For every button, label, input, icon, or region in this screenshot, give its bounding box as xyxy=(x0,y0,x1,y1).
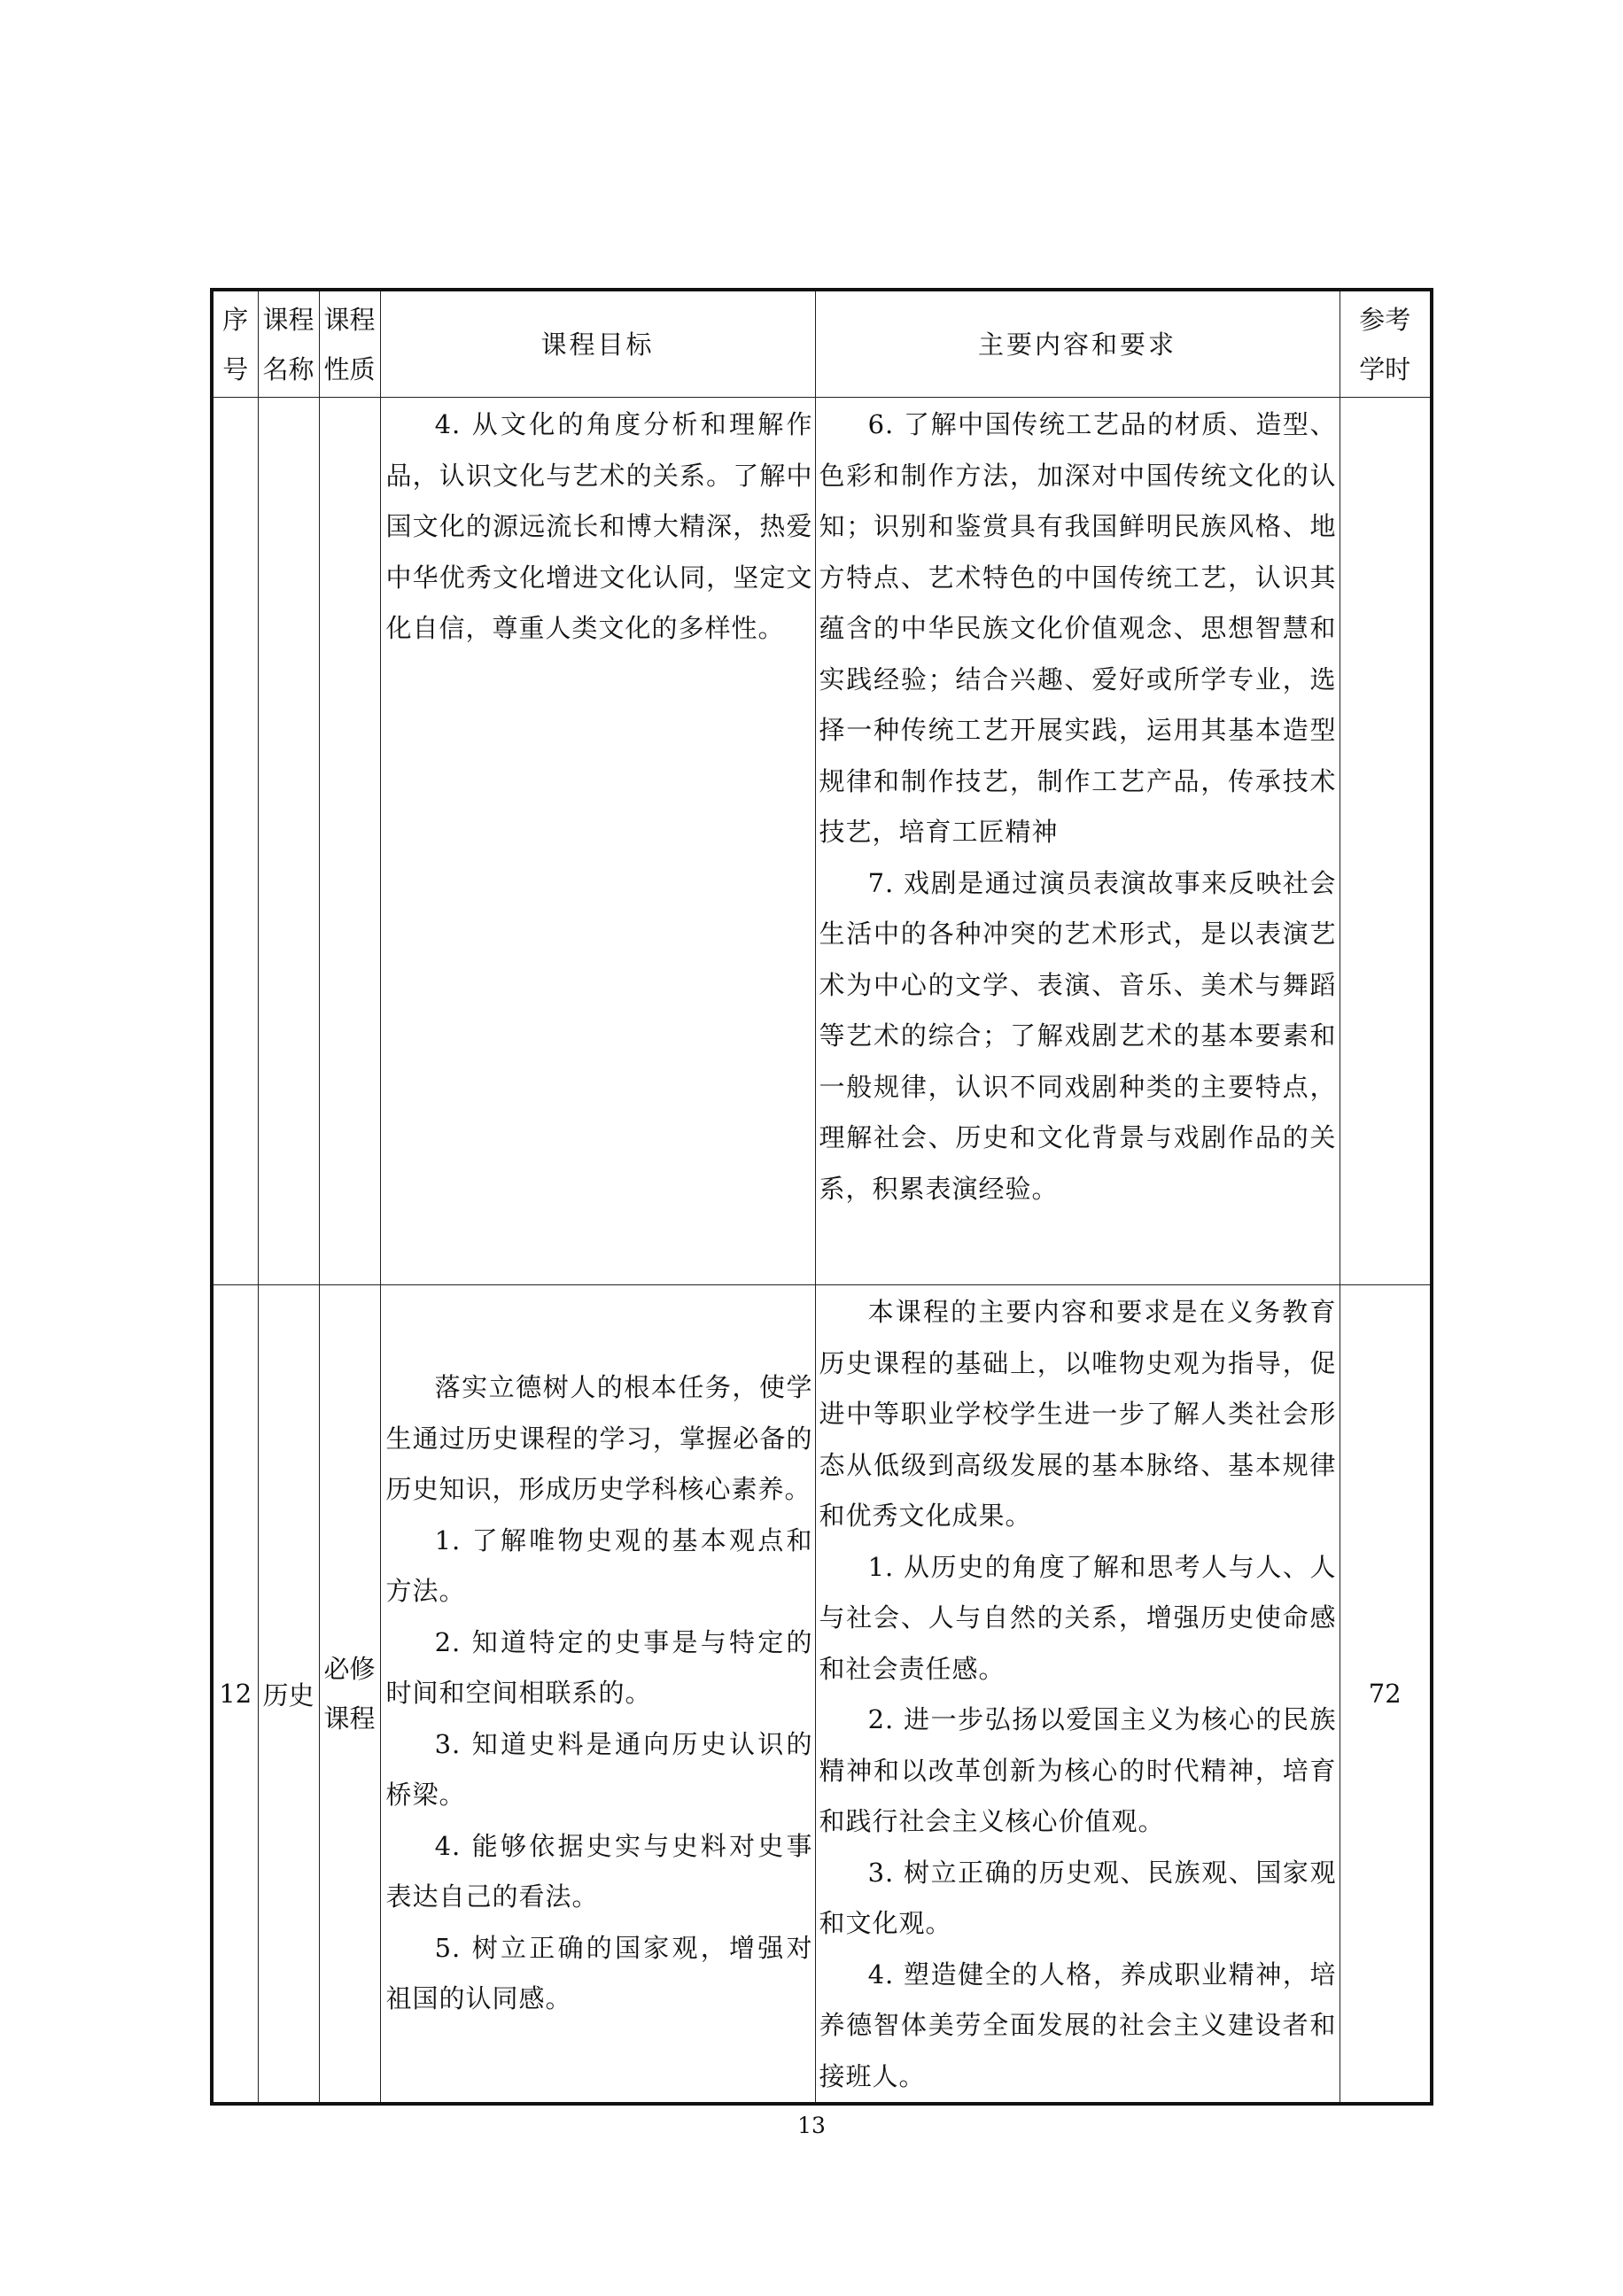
goal-paragraph: 2. 知道特定的史事是与特定的时间和空间相联系的。 xyxy=(385,1626,813,1709)
header-course-name xyxy=(258,290,319,398)
header-number xyxy=(212,290,258,398)
header-course-name-line1: 课程 xyxy=(262,304,315,335)
content-paragraph: 6. 了解中国传统工艺品的材质、造型、色彩和制作方法，加深对中国传统文化的认知；识别和鉴赏具有我国鲜明民族风格、地方特点、艺术特色的中国传统工艺，认识其蕴含的中华民族文化价值观念、思想智慧和实践经验；结合兴趣、爱好或所学专业，选择一种传统工艺开展实践，运用其基本造型规律和制作技艺，制作工艺产品，传承技术技艺，培育工匠精神 xyxy=(819,409,1337,847)
cell-content-continued xyxy=(815,398,1340,1285)
header-course-nature-line1: 课程 xyxy=(323,304,376,335)
header-course-nature xyxy=(319,290,380,398)
content-paragraph: 4. 塑造健全的人格，养成职业精神，培养德智体美劳全面发展的社会主义建设者和接班人。 xyxy=(819,1959,1337,2091)
cell-hours-empty xyxy=(1340,398,1432,1285)
table-row-continued xyxy=(212,398,1432,1285)
goal-paragraph: 4. 从文化的角度分析和理解作品，认识文化与艺术的关系。了解中国文化的源远流长和博大精深，热爱中华优秀文化增进文化认同，坚定文化自信，尊重人类文化的多样性。 xyxy=(385,409,813,643)
cell-course-nature xyxy=(319,1285,380,2105)
header-course-nature-line2: 性质 xyxy=(323,353,376,384)
header-course-name-line2: 名称 xyxy=(262,353,315,384)
course-nature-line1: 必修 xyxy=(323,1654,376,1684)
goal-paragraph: 5. 树立正确的国家观，增强对祖国的认同感。 xyxy=(385,1932,813,2014)
table-row-12 xyxy=(212,1285,1432,2105)
content-paragraph: 本课程的主要内容和要求是在义务教育历史课程的基础上，以唯物史观为指导，促进中等职业学校学生进一步了解人类社会形态从低级到高级发展的基本脉络、基本规律和优秀文化成果。 xyxy=(819,1297,1337,1531)
header-number-line1: 序 xyxy=(222,304,249,335)
content-paragraph: 1. 从历史的角度了解和思考人与人、人与社会、人与自然的关系，增强历史使命感和社会责任感。 xyxy=(819,1551,1337,1684)
cell-hours: 72 xyxy=(1340,1285,1432,2105)
content-paragraph: 2. 进一步弘扬以爱国主义为核心的民族精神和以改革创新为核心的时代精神，培育和践行社会主义核心价值观。 xyxy=(819,1704,1337,1836)
header-course-content: 主要内容和要求 xyxy=(815,290,1340,398)
page-number: 13 xyxy=(797,2113,826,2138)
cell-content xyxy=(815,1285,1340,2105)
cell-course-name: 历史 xyxy=(258,1285,319,2105)
header-hours xyxy=(1340,290,1432,398)
content-paragraph: 3. 树立正确的历史观、民族观、国家观和文化观。 xyxy=(819,1857,1337,1938)
course-table xyxy=(210,288,1433,2106)
header-course-goal: 课程目标 xyxy=(380,290,815,398)
cell-goal xyxy=(380,1285,815,2105)
cell-number-empty xyxy=(212,398,258,1285)
cell-name-empty xyxy=(258,398,319,1285)
header-hours-line2: 学时 xyxy=(1359,353,1411,384)
table-header-row xyxy=(212,290,1432,398)
header-hours-line1: 参考 xyxy=(1359,304,1411,335)
cell-number: 12 xyxy=(212,1285,258,2105)
goal-paragraph: 1. 了解唯物史观的基本观点和方法。 xyxy=(385,1524,813,1607)
content-paragraph: 7. 戏剧是通过演员表演故事来反映社会生活中的各种冲突的艺术形式，是以表演艺术为中心的文学、表演、音乐、美术与舞蹈等艺术的综合；了解戏剧艺术的基本要素和一般规律，认识不同戏剧种类的主要特点，理解社会、历史和文化背景与戏剧作品的关系，积累表演经验。 xyxy=(819,867,1337,1204)
cell-nature-empty xyxy=(319,398,380,1285)
goal-paragraph: 4. 能够依据史实与史料对史事表达自己的看法。 xyxy=(385,1830,813,1912)
header-number-line2: 号 xyxy=(222,353,249,384)
goal-paragraph: 落实立德树人的根本任务，使学生通过历史课程的学习，掌握必备的历史知识，形成历史学科核心素养。 xyxy=(385,1372,813,1505)
cell-goal-continued xyxy=(380,398,815,1285)
goal-paragraph: 3. 知道史料是通向历史认识的桥梁。 xyxy=(385,1728,813,1811)
course-nature-line2: 课程 xyxy=(323,1703,376,1734)
